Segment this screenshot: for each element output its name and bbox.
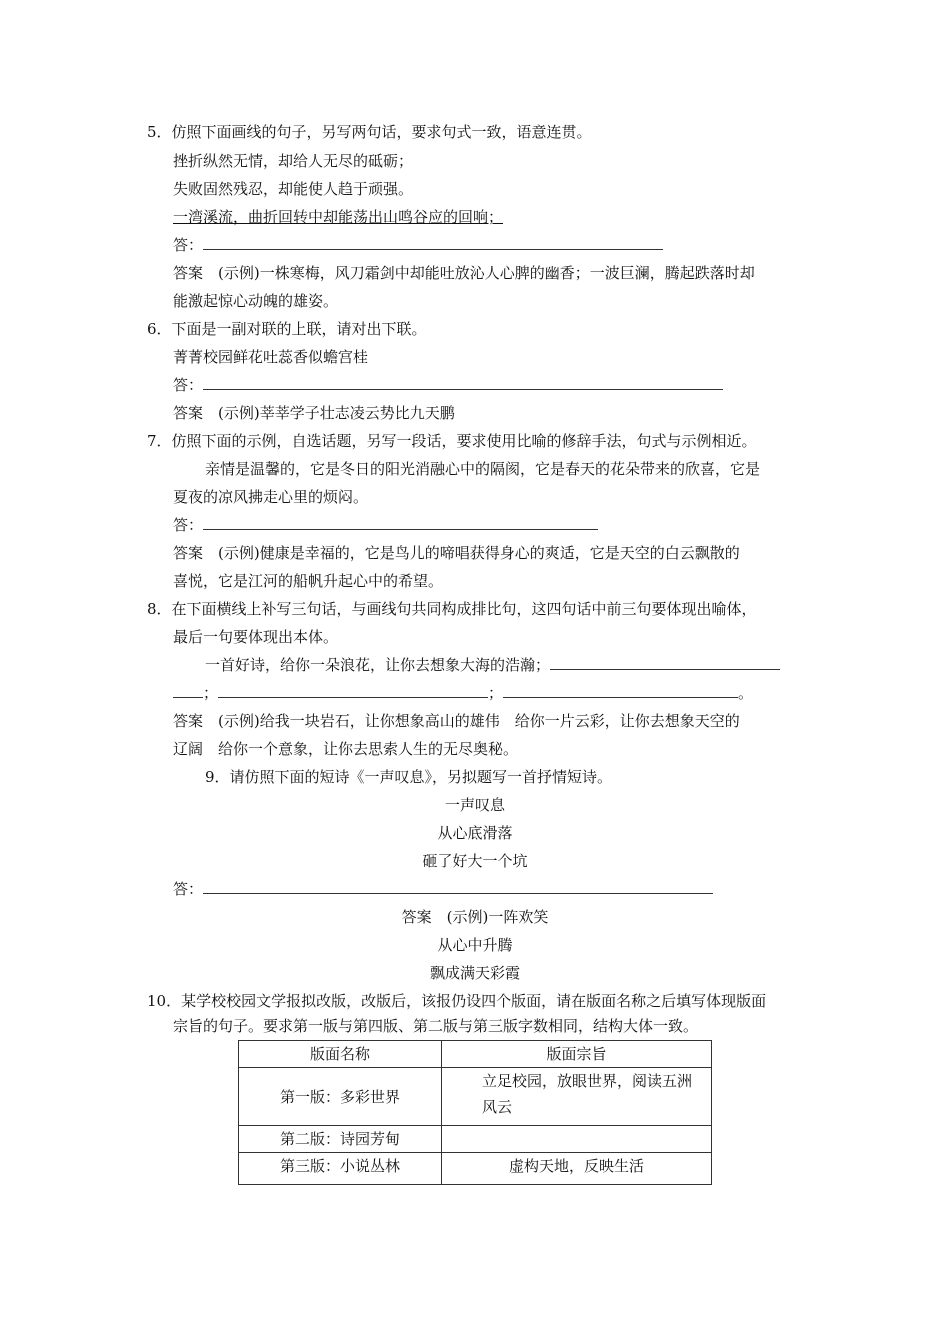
q10-title-line-2: 宗旨的句子。要求第一版与第四版、第二版与第三版字数相同，结构大体一致。 bbox=[173, 1017, 699, 1035]
q9-title: 9．请仿照下面的短诗《一声叹息》，另拟题写一首抒情短诗。 bbox=[205, 768, 613, 786]
table-cell-name: 第二版：诗园芳甸 bbox=[239, 1126, 442, 1153]
q5-answer-line bbox=[173, 235, 663, 255]
table-cell-aim-empty[interactable] bbox=[442, 1126, 712, 1153]
q8-key-line-1: 答案 (示例)给我一块岩石，让你想象高山的雄伟 给你一片云彩，让你去想象天空的 bbox=[173, 712, 740, 730]
q5-key-line-1: 答案 (示例)一株寒梅，风刀霜剑中却能吐放沁人心脾的幽香；一波巨澜，腾起跌落时却 bbox=[173, 264, 755, 282]
q5-answer-label: 答： bbox=[173, 236, 204, 254]
q9-key-line-2: 从心中升腾 bbox=[437, 936, 513, 954]
q7-key-line-1: 答案 (示例)健康是幸福的，它是鸟儿的啼唱获得身心的爽适，它是天空的白云飘散的 bbox=[173, 544, 740, 562]
q9-key-line-1: 答案 (示例)一阵欢笑 bbox=[401, 908, 549, 926]
q6-answer-blank[interactable] bbox=[203, 375, 723, 390]
q6-answer-line bbox=[173, 375, 723, 395]
q7-example-line-2: 夏夜的凉风拂走心里的烦闷。 bbox=[173, 488, 369, 506]
table-header-name: 版面名称 bbox=[239, 1041, 442, 1068]
q6-couplet-first-line: 菁菁校园鲜花吐蕊香似蟾宫桂 bbox=[173, 348, 369, 366]
q7-example-line-1: 亲情是温馨的，它是冬日的阳光消融心中的隔阂，它是春天的花朵带来的欣喜，它是 bbox=[205, 460, 761, 478]
q7-answer-label: 答： bbox=[173, 516, 204, 534]
table-row bbox=[239, 1153, 712, 1185]
table-cell-aim[interactable] bbox=[442, 1068, 712, 1126]
q8-end-mark: 。 bbox=[738, 684, 754, 702]
table-row bbox=[239, 1126, 712, 1153]
q6-key: 答案 (示例)莘莘学子壮志凌云势比九天鹏 bbox=[173, 404, 455, 422]
q5-title: 5．仿照下面画线的句子，另写两句话，要求句式一致，语意连贯。 bbox=[147, 123, 592, 141]
q7-answer-blank[interactable] bbox=[203, 515, 598, 530]
q8-separator-1: ； bbox=[203, 684, 219, 702]
q8-key-line-2: 辽阔 给你一个意象，让你去思索人生的无尽奥秘。 bbox=[173, 740, 519, 758]
q5-key-line-2: 能激起惊心动魄的雄姿。 bbox=[173, 292, 339, 310]
table-cell-name: 第三版：小说丛林 bbox=[239, 1153, 442, 1185]
table-header-aim: 版面宗旨 bbox=[442, 1041, 712, 1068]
q9-poem-line-3: 砸了好大一个坑 bbox=[422, 852, 528, 870]
q8-blank-1-start[interactable] bbox=[550, 655, 780, 670]
q5-underlined-sentence: 一湾溪流，曲折回转中却能荡出山鸣谷应的回响； bbox=[173, 208, 504, 226]
q8-example-sentence: 一首好诗，给你一朵浪花，让你去想象大海的浩瀚； bbox=[205, 656, 551, 674]
q9-poem-line-2: 从心底滑落 bbox=[437, 824, 513, 842]
q7-answer-line bbox=[173, 515, 598, 535]
q5-example-line-1: 挫折纵然无情，却给人无尽的砥砺； bbox=[173, 152, 414, 170]
q8-example-line bbox=[205, 655, 780, 675]
q7-title: 7．仿照下面的示例，自选话题，另写一段话，要求使用比喻的修辞手法，句式与示例相近。 bbox=[147, 432, 757, 450]
q9-poem-line-1: 一声叹息 bbox=[444, 796, 505, 814]
q8-blank-1-end[interactable] bbox=[173, 683, 203, 698]
q8-blank-2[interactable] bbox=[218, 683, 488, 698]
q8-separator-2: ； bbox=[488, 684, 504, 702]
q8-title-line-1: 8．在下面横线上补写三句话，与画线句共同构成排比句，这四句话中前三句要体现出喻体， bbox=[147, 600, 757, 618]
q9-answer-label: 答： bbox=[173, 880, 204, 898]
q6-answer-label: 答： bbox=[173, 376, 204, 394]
q8-blanks-line bbox=[173, 683, 753, 703]
table-cell-aim-line-1: 立足校园，放眼世界，阅读五洲 bbox=[482, 1072, 693, 1090]
q8-title-line-2: 最后一句要体现出本体。 bbox=[173, 628, 339, 646]
q9-answer-blank[interactable] bbox=[203, 879, 713, 894]
table-header-row bbox=[239, 1041, 712, 1068]
q7-key-line-2: 喜悦，它是江河的船帆升起心中的希望。 bbox=[173, 572, 444, 590]
table-row bbox=[239, 1068, 712, 1126]
table-cell-name: 第一版：多彩世界 bbox=[239, 1068, 442, 1126]
layout-table bbox=[238, 1040, 712, 1185]
q9-answer-line bbox=[173, 879, 713, 899]
table-cell-aim-line-2: 风云 bbox=[482, 1098, 513, 1116]
q9-key-line-3: 飘成满天彩霞 bbox=[429, 964, 520, 982]
q8-blank-3[interactable] bbox=[503, 683, 738, 698]
q5-example-line-2: 失败固然残忍，却能使人趋于顽强。 bbox=[173, 180, 414, 198]
table-cell-aim[interactable]: 虚构天地，反映生活 bbox=[442, 1153, 712, 1185]
q5-answer-blank[interactable] bbox=[203, 235, 663, 250]
q6-title: 6．下面是一副对联的上联，请对出下联。 bbox=[147, 320, 427, 338]
q10-title-line-1: 10．某学校校园文学报拟改版，改版后，该报仍设四个版面，请在版面名称之后填写体现版面 bbox=[147, 992, 767, 1010]
